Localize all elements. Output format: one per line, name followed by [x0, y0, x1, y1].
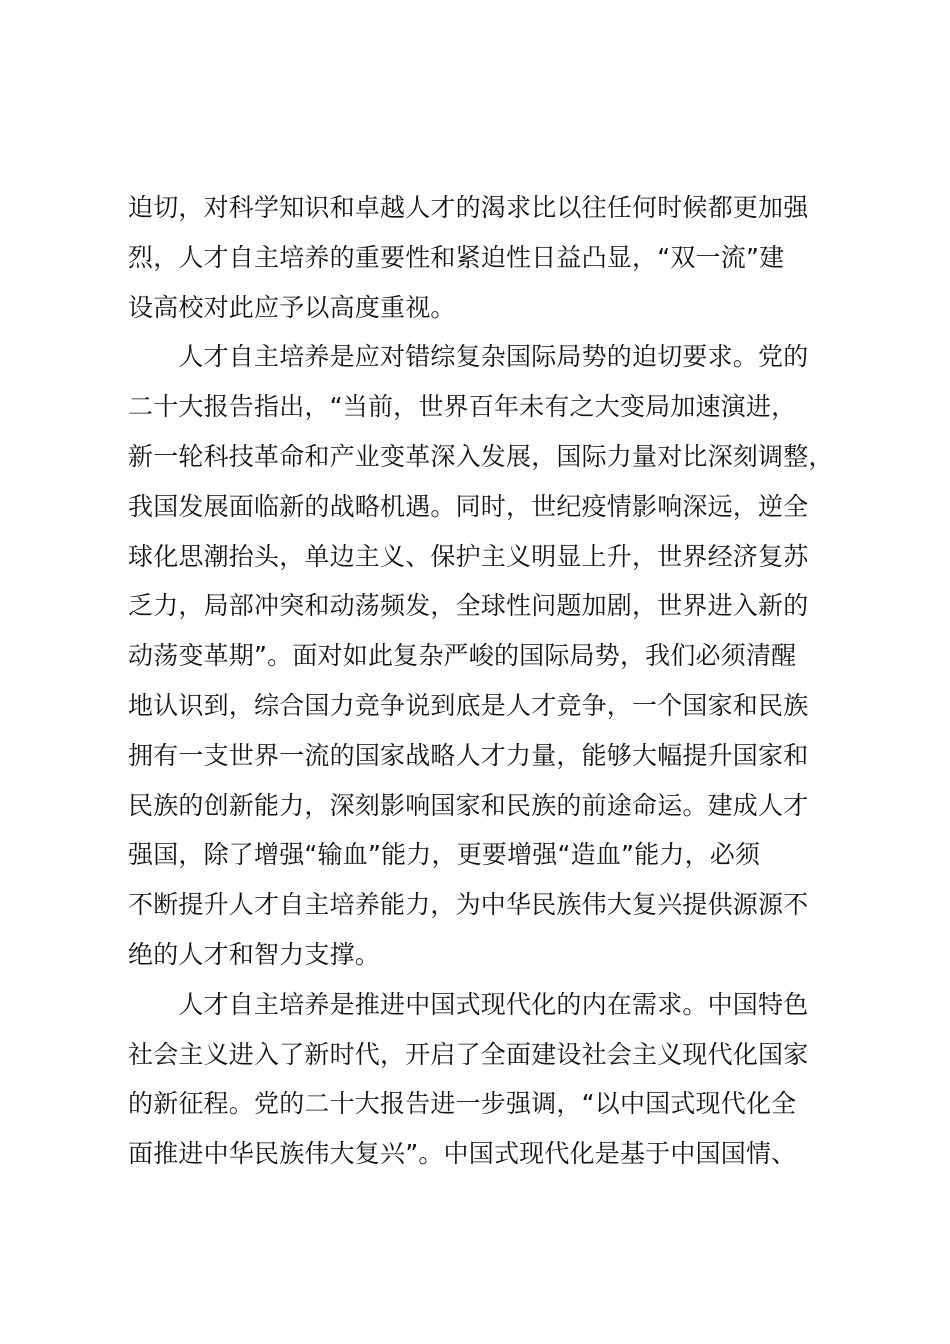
- text-line: 民族的创新能力，深刻影响国家和民族的前途命运。建成人才: [128, 790, 809, 820]
- paragraph-1: [128, 183, 834, 332]
- text-line: 我国发展面临新的战略机遇。同时，世纪疫情影响深远，逆全: [128, 491, 809, 521]
- text-line: 强国，除了增强“输血”能力，更要增强“造血”能力，必须: [128, 840, 761, 870]
- text-line: 迫切，对科学知识和卓越人才的渴求比以往任何时候都更加强: [128, 193, 809, 222]
- text-line: 的新征程。党的二十大报告进一步强调，“以中国式现代化全: [128, 1089, 797, 1119]
- text-line: 拥有一支世界一流的国家战略人才力量，能够大幅提升国家和: [128, 740, 809, 770]
- text-line: 社会主义进入了新时代，开启了全面建设社会主义现代化国家: [128, 1039, 809, 1069]
- paragraph-2: [128, 332, 834, 979]
- paragraph-3: [128, 980, 834, 1179]
- text-line: 设高校对此应予以高度重视。: [128, 292, 456, 322]
- document-body: [128, 183, 834, 1179]
- text-line: 不断提升人才自主培养能力，为中华民族伟大复兴提供源源不: [128, 890, 809, 920]
- text-line: 乏力，局部冲突和动荡频发，全球性问题加剧，世界进入新的: [128, 591, 809, 621]
- text-line: 动荡变革期”。面对如此复杂严峻的国际局势，我们必须清醒: [128, 641, 797, 671]
- text-line: 绝的人才和智力支撑。: [128, 939, 381, 969]
- text-line: 人才自主培养是推进中国式现代化的内在需求。中国特色: [128, 989, 809, 1019]
- text-line: 球化思潮抬头，单边主义、保护主义明显上升，世界经济复苏: [128, 541, 809, 571]
- text-line: 人才自主培养是应对错综复杂国际局势的迫切要求。党的: [128, 342, 809, 372]
- text-line: 地认识到，综合国力竞争说到底是人才竞争，一个国家和民族: [128, 690, 809, 720]
- text-line: 二十大报告指出，“当前，世界百年未有之大变局加速演进，: [128, 392, 797, 422]
- text-line: 面推进中华民族伟大复兴”。中国式现代化是基于中国国情、: [128, 1139, 797, 1169]
- text-line: 烈，人才自主培养的重要性和紧迫性日益凸显，“双一流”建: [128, 242, 785, 272]
- text-line: 新一轮科技革命和产业变革深入发展，国际力量对比深刻调整，: [128, 441, 834, 471]
